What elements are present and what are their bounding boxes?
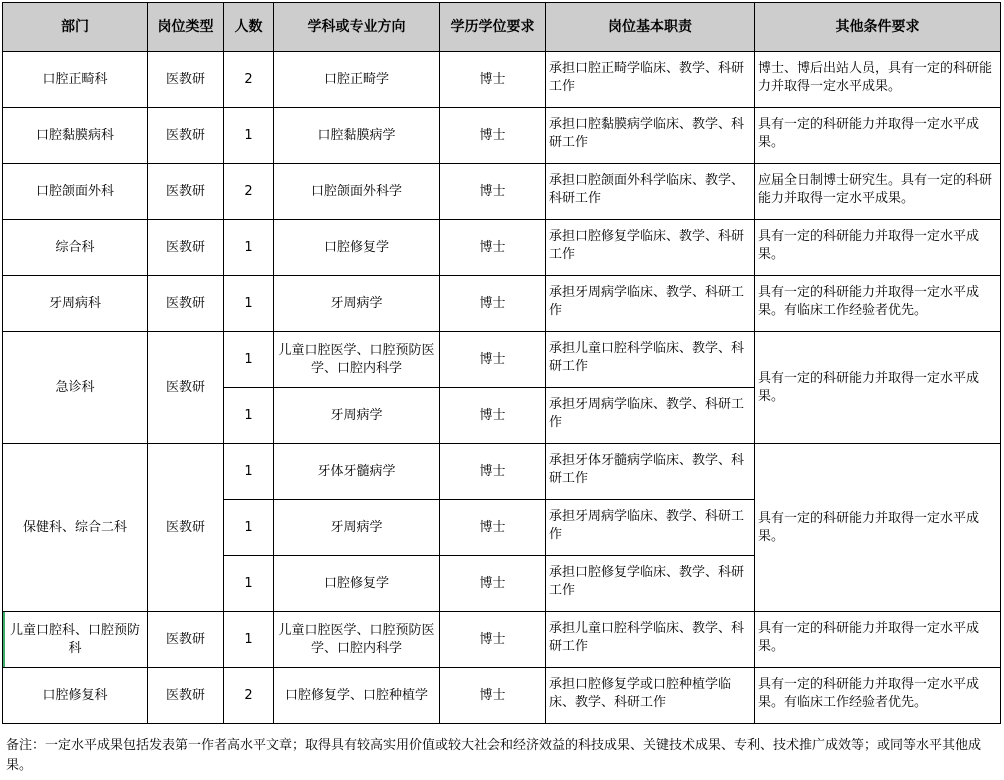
cell-count: 1 xyxy=(224,220,274,276)
cell-duty: 承担口腔黏膜病学临床、教学、科研工作 xyxy=(546,108,755,164)
cell-degree: 博士 xyxy=(440,500,546,556)
cell-other: 具有一定的科研能力并取得一定水平成果。有临床工作经验者优先。 xyxy=(755,276,1001,332)
cell-count: 1 xyxy=(224,388,274,444)
header-duty: 岗位基本职责 xyxy=(546,3,755,52)
cell-degree: 博士 xyxy=(440,388,546,444)
cell-count: 2 xyxy=(224,668,274,724)
table-row xyxy=(3,444,1001,500)
cell-dept: 牙周病科 xyxy=(3,276,148,332)
cell-other: 具有一定的科研能力并取得一定水平成果。 xyxy=(755,332,1001,444)
cell-other: 博士、博后出站人员，具有一定的科研能力并取得一定水平成果。 xyxy=(755,52,1001,108)
table-row xyxy=(3,332,1001,388)
cell-type: 医教研 xyxy=(148,220,224,276)
table-row xyxy=(3,164,1001,220)
cell-count: 1 xyxy=(224,444,274,500)
header-other: 其他条件要求 xyxy=(755,3,1001,52)
cell-count: 1 xyxy=(224,276,274,332)
cell-duty: 承担口腔修复学或口腔种植学临床、教学、科研工作 xyxy=(546,668,755,724)
table-row xyxy=(3,220,1001,276)
cell-subject: 牙周病学 xyxy=(274,388,440,444)
recruitment-table xyxy=(2,2,1001,724)
footnote: 备注：一定水平成果包括发表第一作者高水平文章；取得具有较高实用价值或较大社会和经济效益的科技成果、关键技术成果、专利、技术推广成效等；或同等水平其他成果。 xyxy=(6,738,982,773)
cell-type: 医教研 xyxy=(148,52,224,108)
cell-duty: 承担口腔修复学临床、教学、科研工作 xyxy=(546,220,755,276)
cell-subject: 儿童口腔医学、口腔预防医学、口腔内科学 xyxy=(274,332,440,388)
cell-other: 具有一定的科研能力并取得一定水平成果。 xyxy=(755,444,1001,612)
cell-subject: 口腔修复学、口腔种植学 xyxy=(274,668,440,724)
cell-degree: 博士 xyxy=(440,556,546,612)
cell-type: 医教研 xyxy=(148,612,224,668)
cell-degree: 博士 xyxy=(440,668,546,724)
cell-count: 1 xyxy=(224,612,274,668)
cell-other: 应届全日制博士研究生。具有一定的科研能力并取得一定水平成果。 xyxy=(755,164,1001,220)
cell-count: 1 xyxy=(224,556,274,612)
cell-subject: 口腔黏膜病学 xyxy=(274,108,440,164)
cell-type: 医教研 xyxy=(148,108,224,164)
header-subject: 学科或专业方向 xyxy=(274,3,440,52)
cell-count: 1 xyxy=(224,108,274,164)
cell-type: 医教研 xyxy=(148,668,224,724)
cell-degree: 博士 xyxy=(440,220,546,276)
header-degree: 学历学位要求 xyxy=(440,3,546,52)
cell-duty: 承担牙周病学临床、教学、科研工作 xyxy=(546,500,755,556)
cell-other: 具有一定的科研能力并取得一定水平成果。 xyxy=(755,108,1001,164)
table-row xyxy=(3,612,1001,668)
cell-degree: 博士 xyxy=(440,332,546,388)
cell-type: 医教研 xyxy=(148,276,224,332)
cell-dept: 口腔修复科 xyxy=(3,668,148,724)
cell-subject: 口腔修复学 xyxy=(274,220,440,276)
header-dept: 部门 xyxy=(3,3,148,52)
cell-dept: 口腔正畸科 xyxy=(3,52,148,108)
cell-type: 医教研 xyxy=(148,332,224,444)
cell-other: 具有一定的科研能力并取得一定水平成果。 xyxy=(755,220,1001,276)
cell-subject: 口腔颌面外科学 xyxy=(274,164,440,220)
cell-type: 医教研 xyxy=(148,164,224,220)
cell-other: 具有一定的科研能力并取得一定水平成果。有临床工作经验者优先。 xyxy=(755,668,1001,724)
cell-duty: 承担口腔颌面外科学临床、教学、科研工作 xyxy=(546,164,755,220)
cell-degree: 博士 xyxy=(440,612,546,668)
cell-duty: 承担儿童口腔科学临床、教学、科研工作 xyxy=(546,332,755,388)
cell-degree: 博士 xyxy=(440,164,546,220)
header-count: 人数 xyxy=(224,3,274,52)
cell-degree: 博士 xyxy=(440,108,546,164)
cell-dept: 儿童口腔科、口腔预防科 xyxy=(3,612,148,668)
cell-duty: 承担口腔修复学临床、教学、科研工作 xyxy=(546,556,755,612)
cell-count: 2 xyxy=(224,164,274,220)
table-row xyxy=(3,108,1001,164)
cell-dept: 保健科、综合二科 xyxy=(3,444,148,612)
table-row xyxy=(3,668,1001,724)
header-row xyxy=(3,3,1001,52)
cell-dept: 综合科 xyxy=(3,220,148,276)
cell-duty: 承担牙体牙髓病学临床、教学、科研工作 xyxy=(546,444,755,500)
cell-subject: 牙周病学 xyxy=(274,276,440,332)
cell-duty: 承担口腔正畸学临床、教学、科研工作 xyxy=(546,52,755,108)
cell-subject: 牙体牙髓病学 xyxy=(274,444,440,500)
cell-subject: 口腔修复学 xyxy=(274,556,440,612)
table-row xyxy=(3,276,1001,332)
cell-dept: 急诊科 xyxy=(3,332,148,444)
cell-count: 1 xyxy=(224,500,274,556)
cell-duty: 承担牙周病学临床、教学、科研工作 xyxy=(546,388,755,444)
cell-subject: 儿童口腔医学、口腔预防医学、口腔内科学 xyxy=(274,612,440,668)
cell-other: 具有一定的科研能力并取得一定水平成果。 xyxy=(755,612,1001,668)
cell-type: 医教研 xyxy=(148,444,224,612)
cell-duty: 承担儿童口腔科学临床、教学、科研工作 xyxy=(546,612,755,668)
cell-degree: 博士 xyxy=(440,444,546,500)
header-type: 岗位类型 xyxy=(148,3,224,52)
cell-count: 1 xyxy=(224,332,274,388)
cell-dept: 口腔黏膜病科 xyxy=(3,108,148,164)
cell-duty: 承担牙周病学临床、教学、科研工作 xyxy=(546,276,755,332)
cell-dept: 口腔颌面外科 xyxy=(3,164,148,220)
cell-degree: 博士 xyxy=(440,276,546,332)
cell-subject: 口腔正畸学 xyxy=(274,52,440,108)
cell-subject: 牙周病学 xyxy=(274,500,440,556)
table-row xyxy=(3,52,1001,108)
cell-degree: 博士 xyxy=(440,52,546,108)
cell-count: 2 xyxy=(224,52,274,108)
